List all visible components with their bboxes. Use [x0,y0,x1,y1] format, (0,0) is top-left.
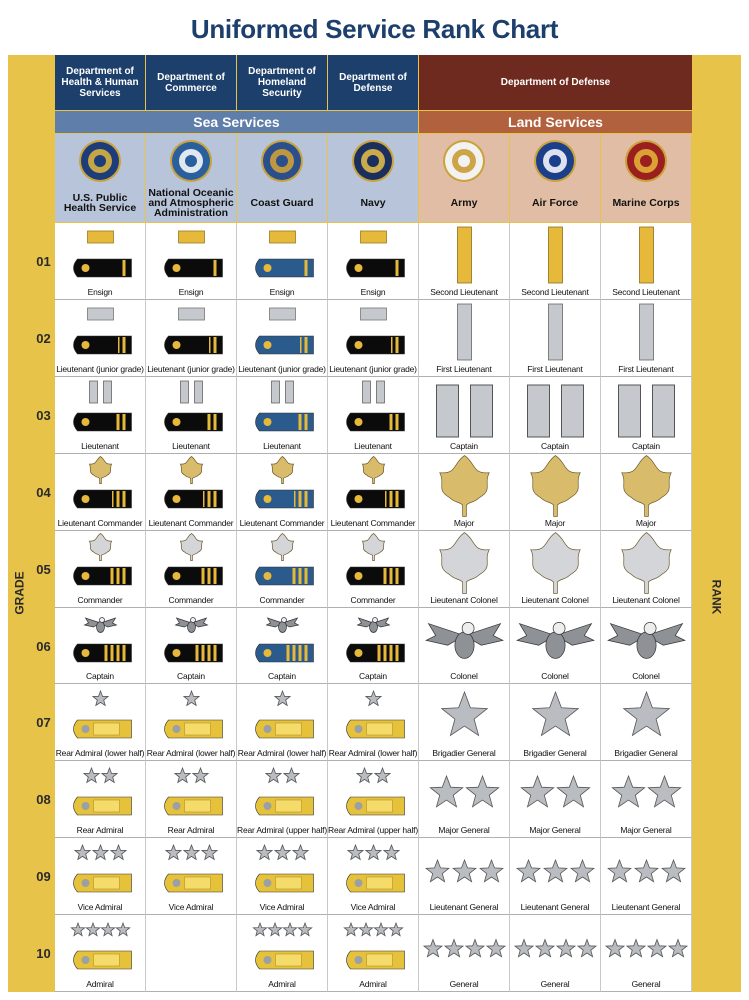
air-force-seal [533,139,577,183]
rank-insignia [601,454,692,519]
rank-insignia [55,531,146,596]
rank-title: General [631,979,661,989]
rank-cell [419,531,510,608]
service-name: Air Force [531,197,579,209]
rank-title: Rear Admiral [76,825,124,835]
rank-cell [237,838,328,915]
rank-insignia [328,377,419,442]
service-name: U.S. Public Health Service [63,192,137,214]
rank-title: Lieutenant [81,441,119,451]
rank-insignia [55,915,146,980]
rank-title: Commander [168,595,214,605]
rank-insignia [601,684,692,749]
rank-title: Vice Admiral [259,902,305,912]
rank-cell [510,915,601,992]
rank-title: Commander [259,595,305,605]
rank-cell [601,608,692,684]
rank-cell [55,684,146,761]
service-name: Coast Guard [250,197,314,209]
rank-title: Vice Admiral [168,902,214,912]
rank-insignia [419,223,510,288]
service-header [146,134,236,222]
rank-cell [328,531,419,608]
rank-insignia [55,377,146,442]
rank-insignia [601,838,692,903]
rank-cell [510,838,601,915]
rank-insignia [328,454,419,519]
rank-title: Captain [359,671,387,681]
sea-services-band: Sea Services [55,111,418,133]
rank-title: Captain [541,441,569,451]
rank-insignia [510,915,601,980]
rank-cell [419,838,510,915]
rank-cell [146,915,237,992]
rank-title: Rear Admiral (lower half) [328,748,418,758]
rank-insignia [237,300,328,365]
rank-insignia [601,608,692,672]
rank-cell [419,377,510,454]
rank-cell [55,761,146,838]
rank-insignia [146,684,237,749]
service-header [419,134,509,222]
rank-cell [328,377,419,454]
rank-insignia [237,454,328,519]
rank-insignia [237,531,328,596]
rank-insignia [419,915,510,980]
service-header [328,134,418,222]
rank-side-label: RANK [709,579,724,615]
rank-insignia [601,761,692,826]
rank-cell [601,223,692,300]
rank-insignia [146,608,237,672]
rank-title: Major [453,518,475,528]
rank-cell [55,223,146,300]
rank-insignia [237,761,328,826]
rank-insignia [237,608,328,672]
rank-insignia [328,608,419,672]
rank-cell [55,838,146,915]
grade-side-bar [8,223,32,992]
service-header [510,134,600,222]
rank-title: Brigadier General [614,748,678,758]
rank-insignia [419,608,510,672]
rank-cell [601,454,692,531]
rank-title: Major General [620,825,672,835]
rank-title: Lieutenant Colonel [430,595,498,605]
rank-cell [55,608,146,684]
rank-insignia [510,608,601,672]
rank-cell [419,684,510,761]
rank-title: Lieutenant Commander [330,518,416,528]
rank-cell [55,531,146,608]
rank-insignia [419,377,510,442]
grade-side-label: GRADE [13,571,27,615]
rank-cell [328,761,419,838]
rank-cell [510,761,601,838]
rank-cell [237,454,328,531]
navy-seal [351,139,395,183]
rank-cell [237,223,328,300]
service-name: Navy [360,197,386,209]
rank-title: Lieutenant Colonel [612,595,680,605]
rank-insignia [510,531,601,596]
rank-cell [55,300,146,377]
rank-title: Vice Admiral [350,902,396,912]
rank-title: Rear Admiral (upper half) [328,825,418,835]
rank-cell [510,454,601,531]
department-header: Department of Homeland Security [237,55,327,110]
rank-insignia [146,761,237,826]
department-header: Department of Defense [328,55,418,110]
rank-title: Admiral [359,979,387,989]
rank-title: Brigadier General [523,748,587,758]
rank-cell [237,377,328,454]
rank-cell [237,531,328,608]
rank-insignia [237,684,328,749]
rank-cell [419,608,510,684]
rank-insignia [510,454,601,519]
rank-title: Vice Admiral [77,902,123,912]
rank-cell [601,761,692,838]
grade-label: 03 [32,377,55,454]
rank-insignia [510,223,601,288]
rank-cell [328,608,419,684]
rank-insignia [55,608,146,672]
rank-title: Major General [438,825,490,835]
service-header [55,134,145,222]
grade-label: 01 [32,223,55,300]
rank-cell [55,454,146,531]
rank-cell [146,377,237,454]
rank-insignia [419,454,510,519]
rank-insignia [146,531,237,596]
rank-title: Major General [529,825,581,835]
rank-insignia [237,377,328,442]
rank-title: Lieutenant [172,441,210,451]
rank-title: First Lieutenant [436,364,492,374]
marine-corps-seal [624,139,668,183]
rank-cell [237,608,328,684]
service-header [601,134,691,222]
rank-title: Ensign [178,287,204,297]
rank-title: Brigadier General [432,748,496,758]
page-title: Uniformed Service Rank Chart [190,14,559,44]
service-name: Marine Corps [612,197,680,209]
rank-title: Rear Admiral (upper half) [237,825,327,835]
rank-insignia [328,684,419,749]
rank-title: Second Lieutenant [430,287,498,297]
rank-title: Commander [350,595,396,605]
rank-cell [328,915,419,992]
rank-title: General [540,979,570,989]
rank-title: Lieutenant (junior grade) [329,364,417,374]
rank-title: Colonel [450,671,478,681]
rank-cell [510,608,601,684]
rank-title: Major [544,518,566,528]
rank-title: Ensign [87,287,113,297]
rank-title: Lieutenant Commander [148,518,234,528]
rank-insignia [55,454,146,519]
rank-cell [146,300,237,377]
rank-insignia [146,223,237,288]
rank-insignia [328,223,419,288]
rank-cell [328,684,419,761]
rank-title: Lieutenant (junior grade) [147,364,235,374]
rank-cell [146,838,237,915]
rank-insignia [601,531,692,596]
rank-cell [146,684,237,761]
rank-cell [419,761,510,838]
rank-cell [510,684,601,761]
grade-label: 04 [32,454,55,531]
rank-insignia [419,761,510,826]
rank-insignia [419,684,510,749]
rank-cell [146,608,237,684]
rank-cell [510,531,601,608]
rank-title: First Lieutenant [527,364,583,374]
rank-cell [601,915,692,992]
rank-title: Captain [177,671,205,681]
rank-cell [601,838,692,915]
rank-insignia [146,300,237,365]
department-header: Department of Defense [419,55,692,110]
grade-label: 08 [32,761,55,838]
rank-title: Rear Admiral (lower half) [55,748,145,758]
rank-title: Captain [86,671,114,681]
rank-cell [419,915,510,992]
grade-label: 05 [32,531,55,608]
service-name: National Oceanic and Atmospheric Administration [148,187,234,219]
rank-insignia [601,300,692,365]
rank-title: Lieutenant Colonel [521,595,589,605]
rank-cell [601,300,692,377]
grade-label: 07 [32,684,55,761]
grade-label: 02 [32,300,55,377]
rank-cell [146,531,237,608]
rank-cell [146,761,237,838]
noaa-seal [169,139,213,183]
rank-title: Commander [77,595,123,605]
rank-title: Admiral [268,979,296,989]
rank-insignia [510,300,601,365]
rank-insignia [601,377,692,442]
rank-cell [237,915,328,992]
rank-title: Lieutenant Commander [239,518,325,528]
rank-title: Second Lieutenant [612,287,680,297]
rank-cell [146,454,237,531]
rank-title: Second Lieutenant [521,287,589,297]
rank-cell [510,223,601,300]
rank-title: Lieutenant [354,441,392,451]
rank-side-bar [692,55,741,992]
rank-insignia [419,838,510,903]
rank-cell [237,761,328,838]
department-header: Department of Commerce [146,55,236,110]
rank-cell [55,377,146,454]
rank-insignia [328,915,419,980]
rank-insignia [146,377,237,442]
rank-title: Lieutenant (junior grade) [56,364,144,374]
rank-insignia [510,761,601,826]
rank-cell [419,300,510,377]
rank-cell [237,684,328,761]
rank-insignia [419,300,510,365]
rank-insignia [55,223,146,288]
rank-insignia [237,838,328,903]
rank-cell [146,223,237,300]
rank-insignia [510,377,601,442]
rank-cell [328,223,419,300]
rank-title: Ensign [360,287,386,297]
rank-insignia [55,761,146,826]
rank-title: Colonel [632,671,660,681]
rank-title: Captain [268,671,296,681]
rank-title: Rear Admiral [167,825,215,835]
rank-cell [419,223,510,300]
rank-title: Captain [450,441,478,451]
rank-insignia [328,838,419,903]
public-health-service-seal [78,139,122,183]
department-header: Department of Health & Human Services [55,55,145,110]
rank-cell [510,377,601,454]
rank-insignia [510,838,601,903]
coast-guard-seal [260,139,304,183]
rank-title: Major [635,518,657,528]
rank-title: First Lieutenant [618,364,674,374]
rank-cell [328,454,419,531]
rank-insignia [328,531,419,596]
rank-insignia [237,915,328,980]
land-services-band: Land Services [419,111,692,133]
rank-insignia [328,761,419,826]
rank-insignia [146,838,237,903]
rank-cell [55,915,146,992]
rank-title: Lieutenant General [611,902,681,912]
rank-insignia [328,300,419,365]
rank-title: Captain [632,441,660,451]
service-name: Army [450,197,478,209]
grade-label: 10 [32,915,55,992]
rank-title: Lieutenant General [429,902,499,912]
rank-insignia [601,915,692,980]
rank-cell [510,300,601,377]
rank-cell [328,838,419,915]
rank-title: Lieutenant (junior grade) [238,364,326,374]
rank-title: Ensign [269,287,295,297]
rank-insignia [55,300,146,365]
rank-cell [419,454,510,531]
rank-title: Lieutenant General [520,902,590,912]
rank-title: Rear Admiral (lower half) [237,748,327,758]
rank-insignia [55,684,146,749]
rank-insignia [237,223,328,288]
rank-insignia [419,531,510,596]
rank-cell [601,531,692,608]
rank-title: General [449,979,479,989]
service-header [237,134,327,222]
rank-cell [237,300,328,377]
grade-label: 06 [32,608,55,684]
rank-insignia [601,223,692,288]
rank-insignia [55,838,146,903]
grade-label: 09 [32,838,55,915]
rank-title: Admiral [86,979,114,989]
army-seal [442,139,486,183]
rank-cell [601,684,692,761]
rank-title: Rear Admiral (lower half) [146,748,236,758]
rank-title: Lieutenant Commander [57,518,143,528]
rank-insignia [510,684,601,749]
rank-cell [328,300,419,377]
rank-title: Lieutenant [263,441,301,451]
rank-title: Colonel [541,671,569,681]
rank-insignia [146,454,237,519]
rank-cell [601,377,692,454]
